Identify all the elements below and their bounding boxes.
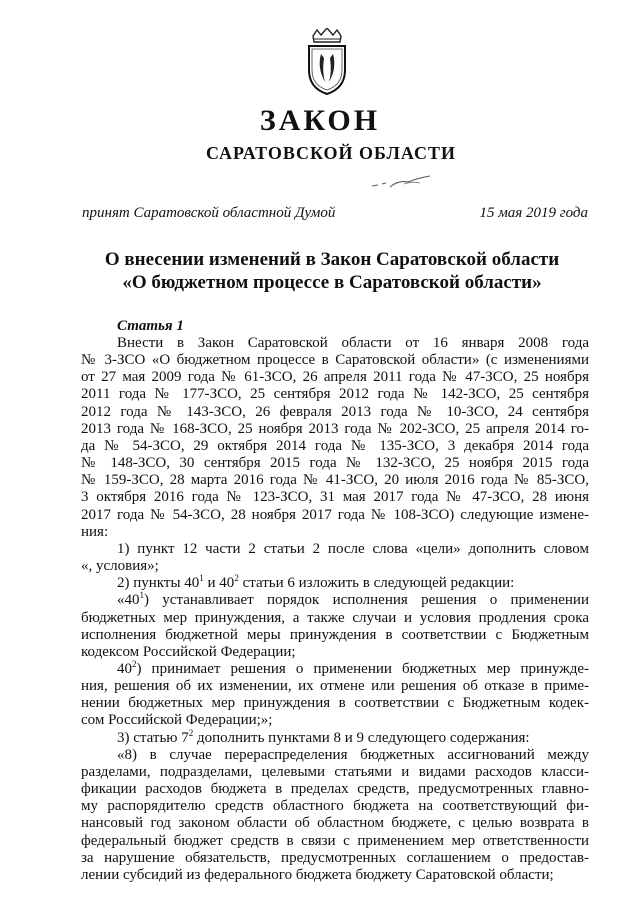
text-line: 1) пункт 12 части 2 статьи 2 после слова «цели» дополнить словом <box>117 540 589 557</box>
text-line: от 27 мая 2009 года № 61-ЗСО, 26 апреля 2011 года № 47-ЗСО, 25 ноября <box>81 369 589 386</box>
article-heading: Статья 1 <box>117 318 184 334</box>
text-line: 2011 года № 177-ЗСО, 25 сентября 2012 года № 142-ЗСО, 25 сентября <box>81 386 589 403</box>
text-line: федеральный бюджет средств в связи с применением мер ответственности <box>81 832 589 849</box>
text-span: 3) статью 7 <box>117 729 189 746</box>
text-line: за нарушение обязательств, предусмотренных соглашением о предостав- <box>81 849 589 866</box>
text-line: лении субсидий из федерального бюджета бюджету Саратовской области; <box>81 866 554 883</box>
text-span: статьи 6 изложить в следующей редакции: <box>238 575 515 592</box>
document-subtitle: САРАТОВСКОЙ ОБЛАСТИ <box>205 143 457 163</box>
law-title-line: «О бюджетном процессе в Саратовской области» <box>122 272 542 293</box>
text-line: № 148-ЗСО, 30 сентября 2015 года № 132-ЗСО, 25 ноября 2015 года <box>81 455 589 472</box>
text-line: нении бюджетных мер принуждения в соответствии с Бюджетным кодек- <box>81 695 589 712</box>
text-line: «, условия»; <box>81 558 159 575</box>
text-span: ) устанавливает порядок исполнения решения о применении <box>144 592 589 609</box>
text-line: фикации расходов бюджета в пределах средств, предусмотренных главно- <box>81 781 589 798</box>
text-span: дополнить пунктами 8 и 9 следующего содержания: <box>193 729 530 746</box>
text-line <box>81 658 589 678</box>
text-line: 2017 года № 54-ЗСО, 28 ноября 2017 года № 108-ЗСО) следующие измене- <box>81 506 589 523</box>
superscript: 1 <box>199 573 204 584</box>
coat-of-arms-icon <box>303 28 351 96</box>
text-line: «8) в случае перераспределения бюджетных ассигнований между <box>117 746 589 763</box>
text-line <box>81 575 589 592</box>
text-line: кодексом Российской Федерации; <box>81 643 296 660</box>
text-line: нансовый год законом области об областном бюджете, с целью возврата в <box>81 815 589 832</box>
text-span: ) принимает решения о применении бюджетных мер принужде- <box>136 660 589 677</box>
text-line: му распорядителю средств областного бюджета на соответствующий фи- <box>81 798 589 815</box>
superscript: 2 <box>132 658 137 669</box>
text-span: и 40 <box>203 575 235 592</box>
law-title-line: О внесении изменений в Закон Саратовской области <box>104 249 560 270</box>
text-line: исполнения бюджетной меры принуждения в соответствии с Бюджетным <box>81 626 589 643</box>
article-body <box>81 335 589 884</box>
text-line: Внести в Закон Саратовской области от 16 января 2008 года <box>117 335 589 351</box>
text-line: разделами, подразделами, целевыми статьями и видами расходов класси- <box>81 763 589 780</box>
text-span: 40 <box>117 660 132 677</box>
text-line: ния: <box>81 523 109 540</box>
text-span: 2) пункты 40 <box>117 575 200 592</box>
adoption-line: принят Саратовской областной Думой <box>82 205 336 221</box>
text-line: бюджетных мер принуждения, а также случаи и условия продления срока <box>81 609 589 626</box>
superscript: 2 <box>188 727 194 738</box>
text-line: да № 54-ЗСО, 29 октября 2014 года № 135-ЗСО, 3 декабря 2014 года <box>81 437 589 454</box>
text-line: 3 октября 2016 года № 123-ЗСО, 31 мая 2017 года № 47-ЗСО, 28 июня <box>81 489 589 506</box>
text-line <box>81 592 589 609</box>
text-line: 2013 года № 168-ЗСО, 25 ноября 2013 года № 202-ЗСО, 25 апреля 2014 го- <box>81 420 589 437</box>
law-title <box>0 248 640 294</box>
adoption-date: 15 мая 2019 года <box>479 205 588 221</box>
document-title: ЗАКОН <box>259 104 381 137</box>
text-line: № 159-ЗСО, 28 марта 2016 года № 41-ЗСО, 20 июля 2016 года № 85-ЗСО, <box>81 472 589 489</box>
superscript: 1 <box>139 590 144 601</box>
text-line: сом Российской Федерации;»; <box>81 712 273 729</box>
text-line: ния, решения об их изменении, их отмене или решения об отказе в приме- <box>81 678 589 695</box>
ink-mark-icon <box>368 172 438 194</box>
text-span: «40 <box>117 592 140 609</box>
superscript: 2 <box>234 573 239 584</box>
text-line <box>81 727 589 747</box>
text-line: № 3-ЗСО «О бюджетном процессе в Саратовской области» (с изменениями <box>81 352 589 369</box>
text-line: 2012 года № 143-ЗСО, 26 февраля 2013 года № 10-ЗСО, 24 сентября <box>81 403 589 420</box>
